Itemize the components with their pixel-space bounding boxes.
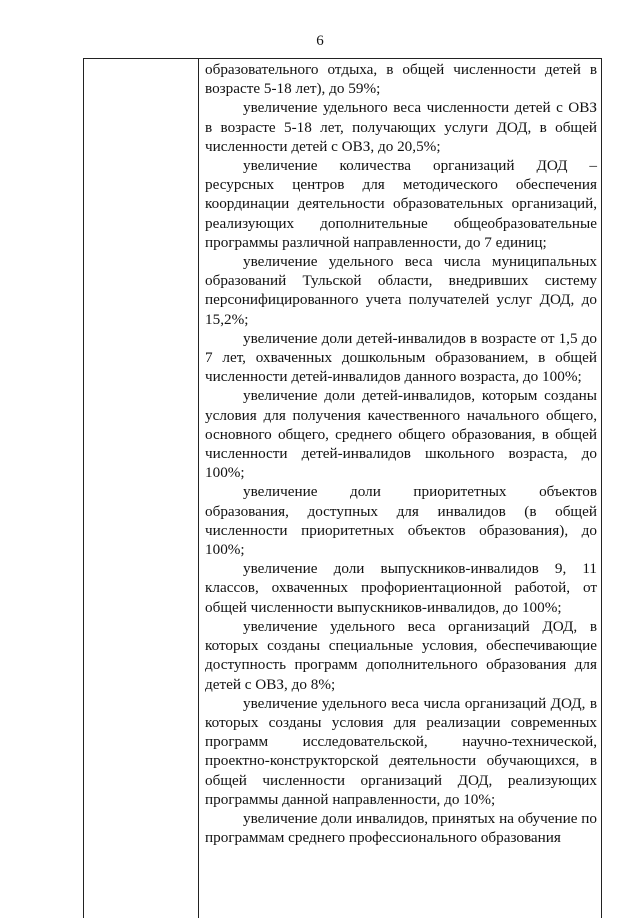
paragraph: увеличение удельного веса численности детей с ОВЗ в возрасте 5-18 лет, получающих услуги ДОД, в общей численности детей с ОВЗ, до 20,5%;: [205, 99, 597, 155]
paragraph: увеличение доли выпускников-инвалидов 9, 11 классов, охваченных профориентационной работой, от общей численности выпускников-инвалидов, до 100%;: [205, 560, 597, 616]
paragraph: увеличение доли инвалидов, принятых на обучение по программам среднего профессионального образования: [205, 809, 597, 847]
page-number: 6: [316, 33, 324, 49]
paragraph: увеличение удельного веса числа организаций ДОД, в которых созданы условия для реализации современных программ исследовательской, научно-технической, проектно-конструкторской деятельности обучающихся, в общей численности организаций ДОД, реализующих программы данной направленности, до 10%;: [205, 694, 597, 808]
paragraph: увеличение удельного веса числа муниципальных образований Тульской области, внедривших систему персонифицированного учета получателей услуг ДОД, до 15,2%;: [205, 253, 597, 328]
paragraph: увеличение доли приоритетных объектов образования, доступных для инвалидов (в общей численности приоритетных объектов образования), до 100%;: [205, 483, 597, 559]
paragraph: увеличение количества организаций ДОД – ресурсных центров для методического обеспечения координации деятельности образовательных организаций, реализующих дополнительные общеобразовательные программы различной направленности, до 7 единиц;: [205, 157, 597, 251]
paragraph: увеличение доли детей-инвалидов, которым созданы условия для получения качественного начального общего, основного общего, среднего общего образования, в общей численности детей-инвалидов школьного возраста, до 100%;: [205, 387, 597, 482]
paragraph-continuation: образовательного отдыха, в общей численности детей в возрасте 5-18 лет), до 59%;: [205, 61, 597, 98]
table-text-cell: [205, 60, 597, 847]
column-divider: [198, 58, 199, 918]
paragraph: увеличение доли детей-инвалидов в возрасте от 1,5 до 7 лет, охваченных дошкольным образованием, в общей численности детей-инвалидов данного возраста, до 100%;: [205, 329, 597, 386]
paragraph: увеличение удельного веса организаций ДОД, в которых созданы специальные условия, обеспечивающие доступность программ дополнительного образования для детей с ОВЗ, до 8%;: [205, 617, 597, 693]
